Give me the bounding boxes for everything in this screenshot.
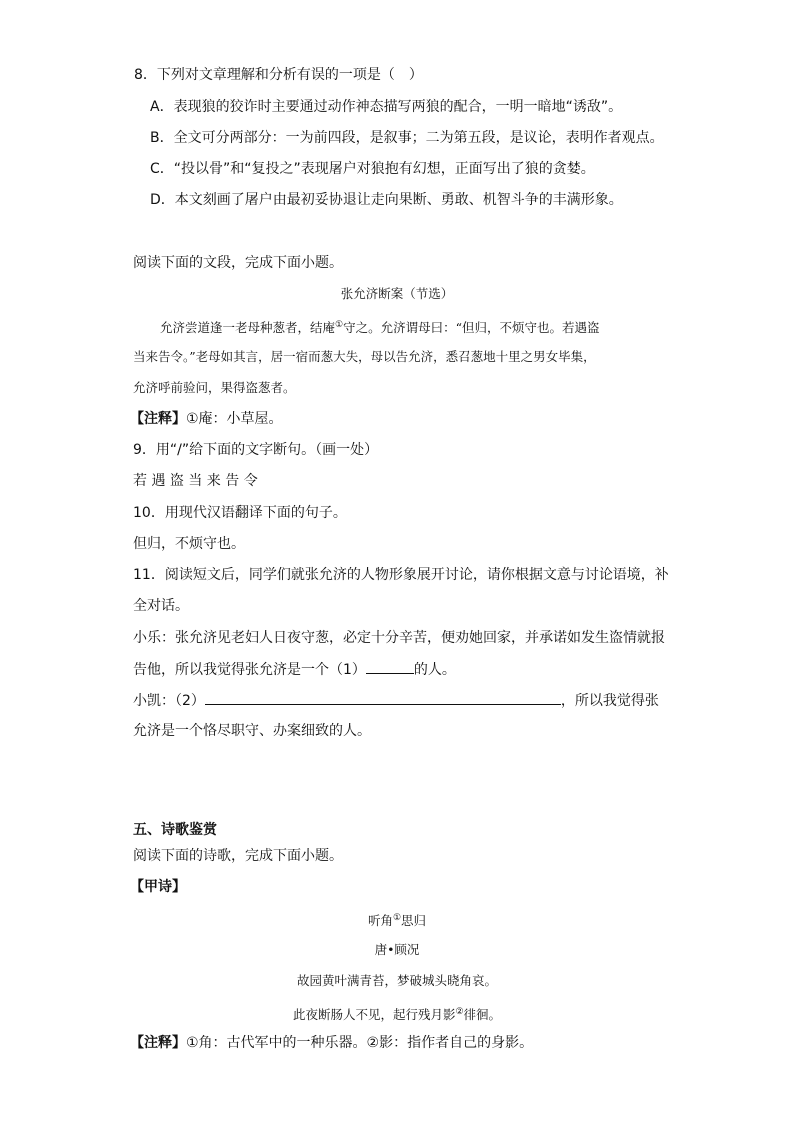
q8-option-a: A．表现狼的狡诈时主要通过动作神态描写两狼的配合，一明一暗地“诱敌”。	[150, 99, 623, 115]
q9-text: 若 遇 盗 当 来 告 令	[133, 473, 258, 489]
xiaokai-line-1: 小凯：（2） ，所以我觉得张	[133, 690, 659, 711]
answer-blank-2[interactable]	[205, 690, 561, 705]
q8-stem: 8．下列对文章理解和分析有误的一项是（ ）	[134, 67, 423, 83]
poem-author: 唐•顾况	[374, 942, 420, 957]
answer-blank-1[interactable]	[366, 659, 414, 674]
passage-line-1: 允济尝道逢一老母种葱者，结庵①守之。允济谓母曰：“但归，不烦守也。若遇盗	[160, 320, 600, 336]
passage-line-3: 允济呼前验问，果得盗葱者。	[133, 380, 296, 395]
xiaole-line-2: 告他，所以我觉得张允济是一个（1） 的人。	[133, 659, 456, 680]
note-mark: ①	[392, 913, 402, 923]
xiaokai-line-2: 允济是一个恪尽职守、办案细致的人。	[133, 723, 371, 739]
passage-line-2: 当来告令。”老母如其言，居一宿而葱大失，母以告允济，悉召葱地十里之男女毕集，	[133, 349, 596, 364]
q8-option-d: D．本文刻画了屠户由最初妥协退让走向果断、勇敢、机智斗争的丰满形象。	[150, 192, 623, 208]
note-mark: ②	[455, 1007, 464, 1017]
section-heading: 五、诗歌鉴赏	[133, 822, 217, 838]
poem-label: 【甲诗】	[130, 879, 186, 895]
note-mark: ①	[335, 320, 344, 330]
q10-stem: 10．用现代汉语翻译下面的句子。	[133, 505, 347, 521]
q8-option-b: B．全文可分两部分：一为前四段，是叙事；二为第五段，是议论，表明作者观点。	[150, 130, 664, 146]
poetry-intro: 阅读下面的诗歌，完成下面小题。	[133, 848, 343, 864]
reading-intro: 阅读下面的文段，完成下面小题。	[133, 255, 343, 271]
q11-stem-line-2: 全对话。	[133, 598, 189, 614]
passage-note: 【注释】①庵：小草屋。	[130, 411, 283, 427]
q8-option-c: C．“投以骨”和“复投之”表现屠户对狼抱有幻想，正面写出了狼的贪婪。	[150, 161, 595, 177]
xiaole-line-1: 小乐：张允济见老妇人日夜守葱，必定十分辛苦，便劝她回家，并承诺如发生盗情就报	[133, 630, 665, 646]
poem-note: 【注释】①角：古代军中的一种乐器。②影：指作者自己的身影。	[130, 1035, 534, 1051]
poem-line-2: 此夜断肠人不见，起行残月影②徘徊。	[292, 1007, 502, 1023]
poem-title: 听角①思归	[367, 913, 427, 929]
q9-stem: 9．用“/”给下面的文字断句。（画一处）	[133, 442, 379, 458]
passage-title: 张允济断案（节选）	[340, 286, 454, 301]
q10-text: 但归，不烦守也。	[133, 536, 245, 552]
poem-line-1: 故园黄叶满青苔，梦破城头晓角哀。	[296, 973, 497, 988]
q11-stem-line-1: 11．阅读短文后，同学们就张允济的人物形象展开讨论，请你根据文意与讨论语境，补	[133, 567, 669, 583]
